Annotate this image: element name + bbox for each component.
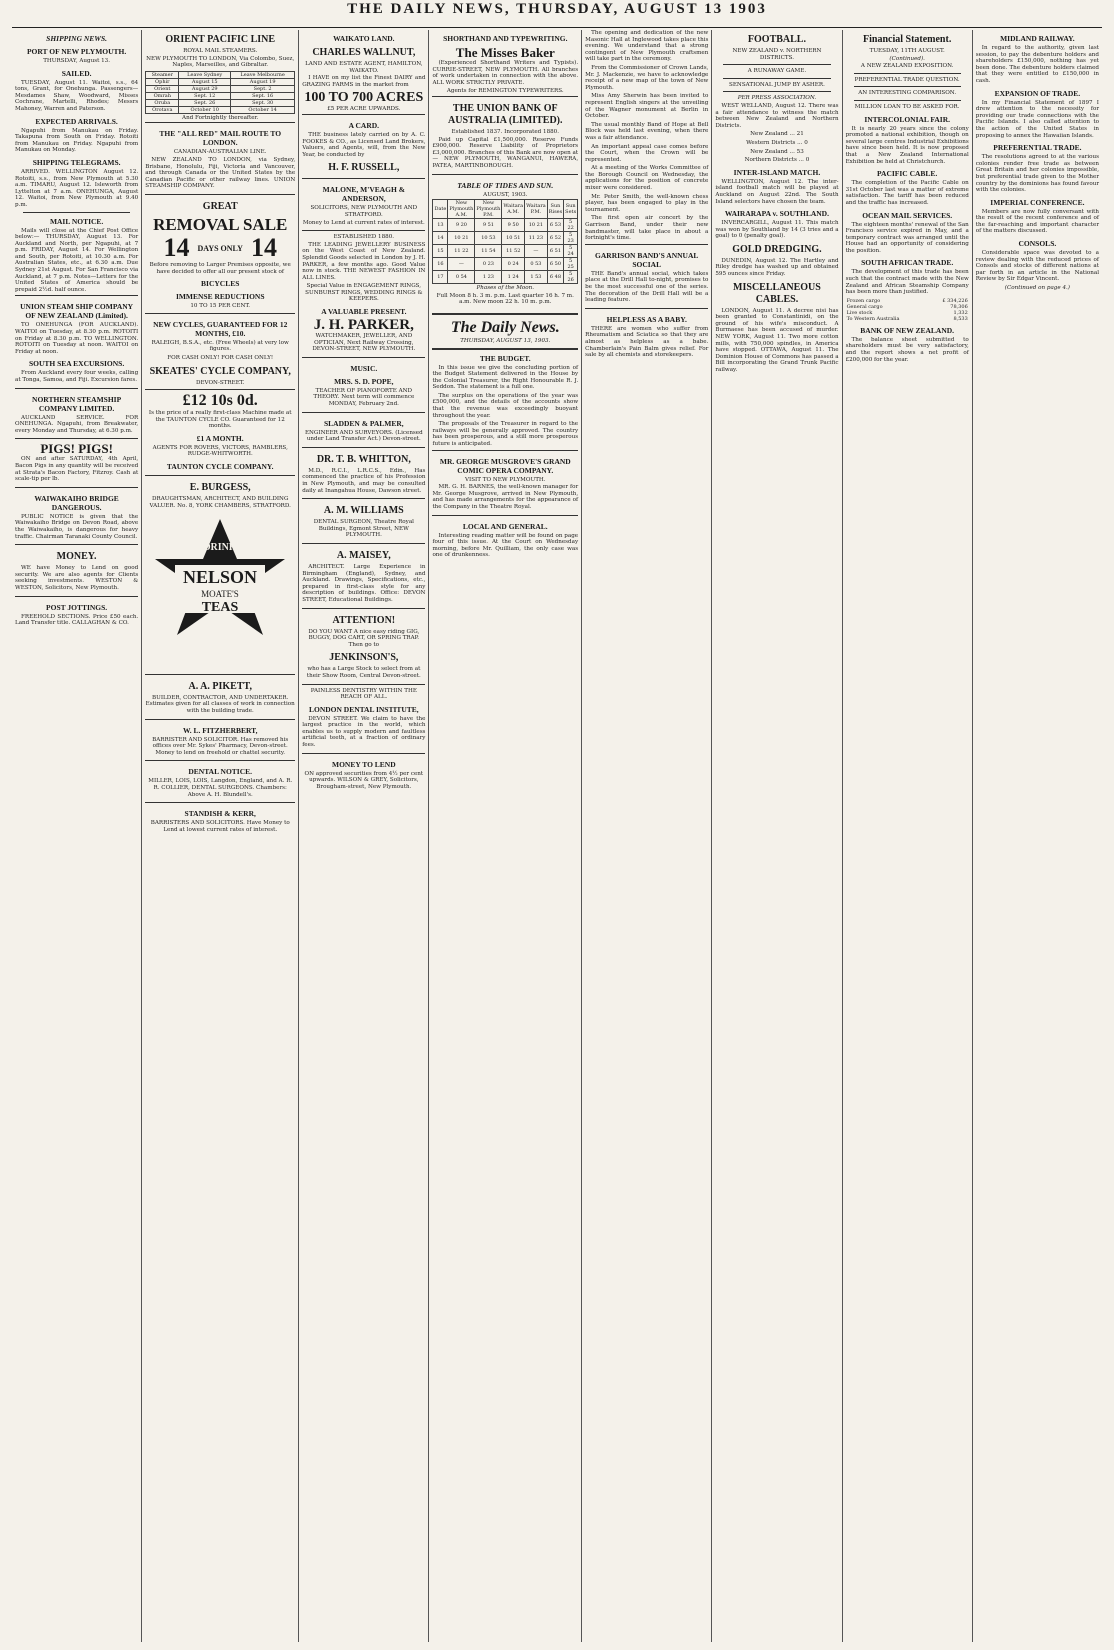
money-text: WE have Money to Lend on good security. We are also agents for Clients seeking investments. WESTON & WESTON, Solicitors, New Plymouth. xyxy=(15,565,139,591)
standish-ad xyxy=(145,802,295,837)
sladden-ad xyxy=(302,412,425,447)
agents-text: AGENTS FOR ROVERS, VICTORS, RAMBLERS, RUDGE-WHITWORTH. xyxy=(152,444,288,458)
maisey-heading: A. MAISEY, xyxy=(336,549,391,561)
parker-sub: WATCHMAKER, JEWELLER, AND OPTICIAN, Next Railway Crossing, DEVON-STREET, NEW PLYMOUTH. xyxy=(312,333,416,353)
pope-ad xyxy=(302,357,425,412)
pope-text: TEACHER OF PIANOFORTE AND THEORY. Next term will commence MONDAY, February 2nd. xyxy=(313,387,415,408)
fitzherbert-heading: W. L. FITZHERBERT, xyxy=(182,725,258,735)
score-line: Western Districts ... 0 xyxy=(746,139,808,146)
baker-heading: The Misses Baker xyxy=(455,45,555,60)
cables-heading: MISCELLANEOUS CABLES. xyxy=(733,281,821,305)
orient-heading: ORIENT PACIFIC LINE xyxy=(165,34,276,45)
continued-text: (Continued). xyxy=(889,55,925,62)
table-row: 17 0 54 1 23 1 24 1 53 6 48 5 26 xyxy=(433,271,578,284)
baker-foot: Agents for REMINGTON TYPEWRITERS. xyxy=(446,88,564,95)
usco-ad xyxy=(15,295,138,387)
ocean-text: The eighteen months' renewal of the San Francisco service expired in May, and a temporary contract was arranged until the House had an opportunity of considering the position. xyxy=(845,221,969,254)
table-row: General cargo 78,306 xyxy=(846,303,968,310)
nss-heading: NORTHERN STEAMSHIP COMPANY LIMITED. xyxy=(32,394,122,413)
gold-text: DUNEDIN, August 12. The Hartley and Riley dredge has washed up and obtained 595 ounces since Friday. xyxy=(715,257,839,278)
mtl-ad xyxy=(302,753,425,795)
column-6 xyxy=(712,30,842,1642)
helpless-ad xyxy=(585,308,708,363)
tides-table: Date New Plymouth A.M. New Plymouth P.M. Waitara A.M. Waitara P.M. Sun Rises Sun Sets 13 9 20 9 51 9 50 10 21 6 53 5 22 14 10 21 10 53 10 51 11 23 6 52 5 23 15 11 22 11 54 11 52 — 6 51 5 24 16 — 0 23 0 24 0 53 6 50 5 25 17 0 54 1 23 1 24 1 53 6 48 5 26 xyxy=(434,200,577,284)
article-paragraph: Mr. Peter Smith, the well-known chess player, has been engaged to play in the tournament. xyxy=(585,193,709,213)
removal-heading: REMOVAL SALE xyxy=(153,214,288,234)
south-africa-heading: SOUTH AFRICAN TRADE. xyxy=(861,258,954,268)
card-heading: A CARD. xyxy=(348,120,380,130)
score-line: New Zealand ... 21 xyxy=(750,131,804,138)
midland-text: In regard to the authority, given last session, to pay the debenture holders and shareholders £150,000, nothing has yet been done. The debenture holders claimed that they were entitled to £150,000 in cash. xyxy=(975,45,1099,84)
special-text: Special Value in ENGAGEMENT RINGS, SUNBURST RINGS, WEDDING RINGS & KEEPERS. xyxy=(305,283,423,303)
column-4 xyxy=(429,30,582,1642)
financial-date: TUESDAY, 11TH AUGUST. xyxy=(869,48,945,54)
waikato-heading: WAIKATO LAND. xyxy=(333,34,395,43)
table-row: 16 — 0 23 0 24 0 53 6 50 5 25 xyxy=(433,258,578,271)
gold-heading: GOLD DREDGING. xyxy=(732,243,822,255)
million-text: MILLION LOAN TO BE ASKED FOR. xyxy=(854,103,960,110)
sailed-text: TUESDAY, August 11. Waitoi, s.s., 64 tons, Grant, for Onehunga. Passengers—Mesdames Shaw, Woodward, Misses Cochrane, Martelli, Rhodes; Messrs Mahoney, Warren and Paterson. xyxy=(15,79,139,112)
days-text: DAYS ONLY xyxy=(197,244,243,254)
masthead-title: THE DAILY NEWS, THURSDAY, AUGUST 13 1903 xyxy=(347,1,767,17)
garrison-ad xyxy=(585,244,708,308)
opera-text: MR. G. H. BARNES, the well-known manager for Mr. George Musgrove, arrived in New Plymouth, and has made arrangements for the appearance of the Company in the Theatre Royal. xyxy=(432,484,579,510)
pigs-text: ON and after SATURDAY, 4th April, Bacon Pigs in any quantity will be received at Strata's Bacon Factory, Fitzroy. Cash at scale-tip per lb. xyxy=(15,456,139,483)
russell-heading: H. F. RUSSELL, xyxy=(328,162,400,174)
daily-news-title: The Daily News. xyxy=(450,318,560,336)
great-text: GREAT xyxy=(202,200,238,212)
article-paragraph: From the Commissioner of Crown Lands, Mr. J. Mackenzie, we have to acknowledge receipt of a new map of the town of New Plymouth. xyxy=(585,64,709,91)
table-row: 14 10 21 10 53 10 51 11 23 6 52 5 23 xyxy=(433,232,578,245)
malone-heading: MALONE, M'VEAGH & ANDERSON, xyxy=(322,185,405,204)
expected-heading: EXPECTED ARRIVALS. xyxy=(35,116,118,126)
allred-heading: THE "ALL RED" MAIL ROUTE TO LONDON. xyxy=(159,129,282,148)
table-row: Orient August 29 Sept. 2 xyxy=(146,85,295,92)
established-text: ESTABLISHED 1880. xyxy=(333,234,395,241)
preferential-text: PREFERENTIAL TRADE QUESTION. xyxy=(854,76,960,83)
table-row: 15 11 22 11 54 11 52 — 6 51 5 24 xyxy=(433,245,578,258)
burgess-heading: E. BURGESS, xyxy=(189,482,251,494)
walnut-heading: CHARLES WALLNUT, xyxy=(312,47,416,58)
fair-text: It is nearly 20 years since the colony promoted a national exhibition, though on several large centres Industrial Exhibitions have since been held. It is now proposed that a New Zealand International Exhibition be held at Christchurch. xyxy=(845,125,969,165)
month-text: £1 A MONTH. xyxy=(196,433,244,443)
tides-block xyxy=(432,174,578,310)
skeates-street: DEVON-STREET. xyxy=(195,379,245,386)
sladden-text: ENGINEER AND SURVEYORS. (Licensed under Land Transfer Act.) Devon-street. xyxy=(304,429,423,443)
pikett-text: BUILDER, CONTRACTOR, AND UNDERTAKER. Estimates given for all classes of work in connection with the building trade. xyxy=(145,694,295,715)
expansion-text: In my Financial Statement of 1897 I drew attention to the necessity for providing our trade connections with the Pacific Islands. I also called attention to the action of the United States in proposing to annex the Hawaiian Islands. xyxy=(975,99,1099,139)
cables-text: LONDON, August 11. A decree nisi has been granted to Constantinidi, on the ground of his wife's misconduct. A Burmaese has been accused of murder. NEW YORK, August 11. Two more cotton mills, with 750,000 spindles, in America have stopped. OTTAWA, August 11. The Dominion House of Commons has passed a Bill incorporating the Grand Trunk Pacific railway. xyxy=(715,307,839,373)
usco-heading: UNION STEAM SHIP COMPANY OF NEW ZEALAND (Limited). xyxy=(20,302,134,321)
fitzherbert-ad xyxy=(145,719,295,761)
whitton-text: M.D., R.C.I., L.R.C.S., Edin., Has commenced the practice of his Profession in New Plymouth, and may be consulted daily at Inangahua House, Dawson street. xyxy=(302,467,426,494)
consols-heading: CONSOLS. xyxy=(1018,239,1057,249)
exposition-text: A NEW ZEALAND EXPOSITION. xyxy=(860,63,954,70)
standish-text: BARRISTERS AND SOLICITORS. Have Money to Lend at lowest current rates of interest. xyxy=(150,820,290,833)
maisey-ad xyxy=(302,543,425,608)
jenkinson-heading: JENKINSON'S, xyxy=(329,652,399,664)
telegrams-heading: SHIPPING TELEGRAMS. xyxy=(32,157,121,167)
score-line: New Zealand ... 53 xyxy=(750,148,804,155)
reductions-text: 10 TO 15 PER CENT. xyxy=(190,303,251,310)
telegrams-text: ARRIVED. WELLINGTON August 12. Rotoiti, s.s., from New Plymouth at 5.30 a.m. TIMARU, August 12. Isleworth from Lyttelton at 7 a.m. ONEHUNGA, August 12. Waitoi, from New Plymouth at 9.40 p.m. xyxy=(15,168,139,208)
standish-heading: STANDISH & KERR, xyxy=(184,809,256,819)
moon-text: Full Moon 8 h. 3 m. p.m. Last quarter 16 h. 7 m. a.m. New moon 22 h. 10 m. p.m. xyxy=(436,292,574,306)
bicycles-text: BICYCLES xyxy=(201,279,240,289)
table-row: Oruba Sept. 26 Sept. 30 xyxy=(146,99,295,106)
game-text: WEST WELLAND, August 12. There was a fair attendance to witness the match between New Zealand and Northern Districts. xyxy=(715,102,839,129)
bridge-heading: WAIWAKAIHO BRIDGE DANGEROUS. xyxy=(34,493,119,512)
inter-island-text: WELLINGTON, August 12. The inter-island football match will be played at Auckland on August 22nd. The South Island selectors have chosen the team. xyxy=(715,178,839,205)
union-bank-established: Established 1837. Incorporated 1880. xyxy=(451,128,560,135)
pikett-ad xyxy=(145,674,295,719)
price-heading: £12 10s 0d. xyxy=(182,392,258,410)
budget-paragraph: The surplus on the operations of the year was £500,000, and the details of the accounts show that the revenue was exceedingly buoyant throughout the year. xyxy=(432,392,579,419)
excursion-heading: SOUTH SEA EXCURSIONS. xyxy=(28,359,125,369)
star-icon xyxy=(145,517,295,667)
bridge-ad xyxy=(15,487,138,544)
days-number: 14 xyxy=(163,232,190,262)
press-association: PER PRESS ASSOCIATION. xyxy=(737,95,817,102)
mtl-text: ON approved securities from 4½ per cent upwards. WILSON & GREY, Solicitors, Brougham-street, New Plymouth. xyxy=(304,770,424,790)
garrison-text: THE Band's annual social, which takes place at the Drill Hall to-night, promises to be the most successful one of the series. The decoration of the Drill Hall will be a leading feature. xyxy=(585,270,709,304)
score-line: Northern Districts ... 0 xyxy=(744,157,810,164)
pikett-heading: A. A. PIKETT, xyxy=(188,680,252,692)
cycles-ad xyxy=(145,313,295,389)
ldi-text: DEVON STREET. We claim to have the largest practice in the world, which enables us to supply modern and faultless artificial teeth, at a fraction of ordinary fees. xyxy=(302,715,426,749)
garrison-heading: GARRISON BAND'S ANNUAL SOCIAL xyxy=(595,250,699,269)
pref-trade-heading: PREFERENTIAL TRADE. xyxy=(993,143,1082,153)
dental-notice-heading: DENTAL NOTICE. xyxy=(188,767,253,777)
article-paragraph: At a meeting of the Works Committee of the Borough Council on Wednesday, the applications for the position of concrete mixer were considered. xyxy=(585,165,709,192)
shorthand-heading: SHORTHAND AND TYPEWRITING. xyxy=(443,34,568,43)
ldi-ad xyxy=(302,684,425,753)
nelson-word-4: TEAS xyxy=(201,600,239,616)
nelson-tea-ad xyxy=(145,517,295,670)
union-bank-text: Paid up Capital £1,500,000. Reserve Funds £900,000. Reserve Liability of Proprietors £3,000,000. Branches of this Bank are now open at— NEW PLYMOUTH, WANGANUI, HAWERA, PATEA, MARTINBOROUGH. xyxy=(432,136,579,169)
local-text: Interesting reading matter will be found on page four of this issue. At the Court on Wednesday morning, before Mr. Quilliam, the only case was one of drunkenness. xyxy=(432,532,579,559)
article-paragraph: The first open air concert by the Garrison Band, under their new bandmaster, will take place in about a fortnight's time. xyxy=(585,215,709,242)
comparison-text: AN INTERESTING COMPARISON. xyxy=(858,90,957,97)
ocean-heading: OCEAN MAIL SERVICES. xyxy=(862,210,953,220)
table-row: To Western Australia 8,533 xyxy=(846,315,968,322)
moon-heading: Phases of the Moon. xyxy=(476,285,535,292)
runaway-text: A RUNAWAY GAME. xyxy=(747,68,807,75)
table-row: 13 9 20 9 51 9 50 10 21 6 53 5 22 xyxy=(433,219,578,232)
local-general xyxy=(432,515,578,563)
mail-text: Mails will close at the Chief Post Office below:— THURSDAY, August 13. For Auckland and North, per Ngapuhi, at 7 p.m. FRIDAY, August 14. For Wellington and South, per Rotoiti, at 10.30 a.m. For Australian States, etc., at 6.30 a.m. Due Sydney 21st August. For San Francisco via Auckland, at 7 p.m. Notes—Letters for the United States of America should be prepaid 2½d. half ounce. xyxy=(15,227,139,293)
maisey-text: ARCHITECT. Large Experience in Birmingham (England), Sydney, and Auckland. Drawings, Specifications, etc., prepared in first-class style for any description of buildings. Office: DEVON STREET, Educational Buildings. xyxy=(302,563,426,603)
port-heading: PORT OF NEW PLYMOUTH. xyxy=(26,47,127,56)
attention-text: DO YOU WANT A nice easy riding GIG, BUGGY, DOG CART, OR SPRING TRAP. Then go to xyxy=(308,628,420,648)
article-paragraph: The opening and dedication of the new Masonic Hall at Inglewood takes place this evening. We understand that a strong contingent of New Plymouth craftsmen will take part in the ceremony. xyxy=(585,30,709,63)
local-heading: LOCAL AND GENERAL. xyxy=(462,521,548,531)
parker-heading: J. H. PARKER, xyxy=(313,317,414,334)
wairarapa-text: INVERCARGILL, August 11. This match was won by Southland by 14 (3 tries and a goal) to 0 (penalty goal). xyxy=(715,220,839,240)
taunton-heading: TAUNTON CYCLE COMPANY. xyxy=(166,462,274,472)
dental-notice-ad xyxy=(145,760,295,802)
expansion-heading: EXPANSION OF TRADE. xyxy=(994,88,1081,98)
burgess-text: DRAUGHTSMAN, ARCHITECT, AND BUILDING VALUER. No. 8, YORK CHAMBERS, STRATFORD. xyxy=(149,496,291,509)
nss-text: AUCKLAND SERVICE. FOR ONEHUNGA. Ngapuhi, from Breakwater, every Monday and Thursday, at 6.30 p.m. xyxy=(15,414,139,434)
article-paragraph: An important appeal case comes before the Court, when the Crown will be represented. xyxy=(585,143,709,163)
orient-table: Steamer Leave Sydney Leave Melbourne Ophir August 15 August 19 Orient August 29 Sept. 2 Omrah Sept. 12 Sept. 16 Oruba Sept. 26 Sept. 30 Orotava October 10 October 14 xyxy=(145,71,295,114)
removal-sale-ad xyxy=(145,194,295,313)
bnz-text: The balance sheet submitted to shareholders must be very satisfactory, and the report shows a net profit of £200,000 for the year. xyxy=(845,336,969,363)
column-5 xyxy=(582,30,712,1642)
sailed-heading: SAILED. xyxy=(61,68,92,78)
williams-heading: A. M. WILLIAMS xyxy=(323,505,404,517)
column-7 xyxy=(843,30,973,1642)
nelson-word-1: DRINK xyxy=(203,542,237,554)
columns xyxy=(12,30,1102,1642)
jewellery-text: THE LEADING JEWELLERY BUSINESS on the West Coast of New Zealand. Splendid Goods selected in London by J. H. PARKER, a few months ago. Good Value now in stock. THE NEWEST FASHION IN ALL LINES. xyxy=(302,241,426,281)
money-heading: MONEY. xyxy=(56,551,97,563)
pref-trade-text: The resolutions agreed to at the various colonies render free trade as between Great Britain and her colonies impossible, but preferential trade given to the Mother country by the dominions has found favour with the colonies. xyxy=(975,154,1099,194)
jenkinson-text: who has a Large Stock to select from at their Show Room, Central Devon-street. xyxy=(306,666,421,679)
money-ad xyxy=(15,544,138,595)
south-africa-text: The development of this trade has been such that the contract made with the New Zealand and African Steamship Company has been more than justified. xyxy=(845,269,969,296)
pigs-heading: PIGS! PIGS! xyxy=(40,441,113,457)
daily-news-date: THURSDAY, AUGUST 13, 1903. xyxy=(460,337,551,344)
union-bank-ad xyxy=(432,96,578,174)
helpless-heading: HELPLESS AS A BABY. xyxy=(606,314,687,324)
jenkinson-ad xyxy=(302,608,425,684)
table-row: Ophir August 15 August 19 xyxy=(146,78,295,85)
acres-heading: 100 TO 700 ACRES xyxy=(304,90,424,106)
column-2 xyxy=(142,30,299,1642)
raleigh-text: RALEIGH, B.S.A., etc. (Free Wheels) at very low figures. xyxy=(151,339,289,353)
shipping-news-heading: SHIPPING NEWS. xyxy=(46,34,108,43)
freehold-ad xyxy=(15,596,138,631)
exports-table xyxy=(846,298,969,322)
whitton-heading: DR. T. B. WHITTON, xyxy=(316,453,411,465)
cash-text: FOR CASH ONLY! FOR CASH ONLY! xyxy=(167,354,274,361)
article-paragraph: The usual monthly Band of Hope at Bell Block was held last evening, when there was a fair attendance. xyxy=(585,121,709,141)
fair-heading: INTERCOLONIAL FAIR. xyxy=(864,114,951,124)
orient-text: NEW PLYMOUTH TO LONDON, Via Colombo, Suez, Naples, Marseilles, and Gibraltar. xyxy=(146,55,295,69)
parker-ad xyxy=(302,230,425,357)
acres-sub: £5 PER ACRE UPWARDS. xyxy=(327,106,401,113)
union-bank-heading: THE UNION BANK OF AUSTRALIA (LIMITED). xyxy=(448,102,563,126)
dental-notice-text: MILLER, LOIS, LOIS, Langdon, England, and A. R. R. COLLIER, DENTAL SURGEONS. Chambers: Above A. H. Blundell's. xyxy=(148,778,293,798)
mail-heading: MAIL NOTICE. xyxy=(49,216,104,226)
walnut-text: I HAVE on my list the Finest DAIRY and GRAZING FARMS in the market from xyxy=(302,75,426,88)
price-text: Is the price of a really first-class Machine made at the TAUNTON CYCLE CO. Guaranteed for 12 months. xyxy=(148,410,292,430)
sensational-text: SENSATIONAL JUMP BY ASHER. xyxy=(729,81,825,88)
card-text: THE business lately carried on by A. C. FOOKES & CO., as Licensed Land Brokers, Valuers, and Agents, will, from the New Year, be conducted by xyxy=(302,131,426,158)
consols-text: Considerable space was devoted to a review dealing with the reduced prices of Consols and stocks of different nations at par forth in an article in the National Review by Sir Edgar Vincent. xyxy=(975,250,1099,283)
opera-heading: MR. GEORGE MUSGROVE'S GRAND COMIC OPERA COMPANY. xyxy=(439,456,571,475)
sale-text: Before removing to Larger Premises opposite, we have decided to offer all our present stock of xyxy=(149,261,291,275)
days-number: 14 xyxy=(250,232,277,262)
bridge-text: PUBLIC NOTICE is given that the Waiwakaiho Bridge on Devon Road, above the Waiwakaiho, is dangerous for heavy traffic. Chairman Taranaki County Council. xyxy=(15,513,139,540)
imperial-text: Members are now fully conversant with the result of the recent conference and of the far-reaching and important character of the matters discussed. xyxy=(975,208,1099,235)
pope-heading: MRS. S. D. POPE, xyxy=(334,376,394,386)
article-paragraph: Miss Amy Sherwin has been invited to represent English singers at the unveiling of the Wagner monument at Berlin in October. xyxy=(585,93,709,120)
pigs-ad xyxy=(15,438,138,486)
allred-sub: CANADIAN-AUSTRALIAN LINE. xyxy=(173,149,267,156)
bnz-heading: BANK OF NEW ZEALAND. xyxy=(860,325,955,335)
cycles-heading: NEW CYCLES, GUARANTEED FOR 12 MONTHS, £10. xyxy=(153,319,288,338)
nelson-word-3: MOATE'S xyxy=(201,589,240,600)
masthead xyxy=(12,1,1102,28)
allred-ad xyxy=(145,122,295,194)
column-3 xyxy=(299,30,429,1642)
skeates-heading: SKEATES' CYCLE COMPANY, xyxy=(149,365,291,377)
present-heading: A VALUABLE PRESENT. xyxy=(321,307,407,317)
nelson-word-2: NELSON xyxy=(183,567,258,588)
nss-ad xyxy=(15,388,138,439)
helpless-text: THERE are women who suffer from Rheumatism and Sciatica so that they are almost as helpless as a babe. Chamberlain's Pain Balm gives relief. For sale by all chemists and storekeepers. xyxy=(585,325,709,359)
walnut-sub: LAND AND ESTATE AGENT, HAMILTON, WAIKATO. xyxy=(305,61,423,74)
excursion-text: From Auckland every four weeks, calling at Tonga, Samoa, and Fiji. Excursion fares. xyxy=(15,370,139,383)
tides-month: AUGUST, 1903. xyxy=(483,191,528,198)
budget-paragraph: The proposals of the Treasurer in regard to the railways will be generally approved. The country has been prosperous, and a still more prosperous future is anticipated. xyxy=(432,421,579,448)
financial-heading: Financial Statement. xyxy=(863,34,952,45)
midland-heading: MIDLAND RAILWAY. xyxy=(1000,34,1075,43)
williams-text: DENTAL SURGEON, Theatre Royal Buildings, Egmont Street, NEW PLYMOUTH. xyxy=(313,519,414,539)
budget-heading: THE BUDGET. xyxy=(479,353,531,363)
freehold-text: FREEHOLD SECTIONS. Price £50 each. Land Transfer title. CALLAGHAN & CO. xyxy=(15,613,139,627)
russell-ad xyxy=(302,114,425,178)
cable-text: The completion of the Pacific Cable on 31st October last was a matter of extreme satisfaction. The tariff has been reduced and the traffic has increased. xyxy=(845,180,969,206)
freehold-heading: POST JOTTINGS. xyxy=(46,602,108,612)
taunton-ad xyxy=(145,389,295,475)
malone-ad xyxy=(302,178,425,230)
tides-heading: TABLE OF TIDES AND SUN. xyxy=(457,180,554,190)
table-row: Omrah Sept. 12 Sept. 16 xyxy=(146,92,295,99)
orient-foot: And Fortnightly thereafter. xyxy=(182,114,259,121)
painless-text: PAINLESS DENTISTRY WITHIN THE REACH OF ALL. xyxy=(310,687,417,701)
allred-text: NEW ZEALAND TO LONDON, via Sydney, Brisbane, Honolulu, Fiji, Victoria and Vancouver, and through Canada or the United States by the Canadian Pacific or other railway lines. UNION STEAMSHIP COMPANY. xyxy=(145,156,296,190)
usco-text: TO ONEHUNGA (FOR AUCKLAND). WAITOI on Tuesday, at 8.30 p.m. ROTOITI on Friday at 8.30 p.m. TO WELLINGTON. ROTOITI on Tuesday at noon. WAITOI on Friday at noon. xyxy=(15,322,139,355)
opera-ad xyxy=(432,450,578,515)
inter-island-heading: INTER-ISLAND MATCH. xyxy=(733,167,821,177)
burgess-ad xyxy=(145,475,295,513)
ldi-heading: LONDON DENTAL INSTITUTE, xyxy=(308,704,419,714)
wairarapa-heading: WAIRARAPA v. SOUTHLAND. xyxy=(724,209,829,219)
table-row: Frozen cargo £ 334,226 xyxy=(846,297,968,304)
baker-text: (Experienced Shorthand Writers and Typists). CURRIE-STREET, NEW PLYMOUTH. All branches of work undertaken in connection with the above. ALL WORK STRICTLY PRIVATE. xyxy=(432,60,579,86)
attention-heading: ATTENTION! xyxy=(332,614,396,626)
malone-sub: SOLICITORS, NEW PLYMOUTH AND STRATFORD. xyxy=(310,205,418,218)
whitton-ad xyxy=(302,447,425,498)
table-row: Live stock 1,332 xyxy=(846,309,968,316)
expected-text: Ngapuhi from Manukau on Friday. Takapuna from South on Friday. Rotoiti from Manukau on Friday. Ngapuhi from Manukau on Monday. xyxy=(15,127,139,154)
orient-sub: ROYAL MAIL STEAMERS. xyxy=(183,48,258,54)
football-heading: FOOTBALL. xyxy=(747,34,806,45)
mtl-heading: MONEY TO LEND xyxy=(332,759,396,769)
sladden-heading: SLADDEN & PALMER, xyxy=(324,418,404,428)
malone-text: Money to Lend at current rates of interest. xyxy=(302,219,425,226)
column-1 xyxy=(12,30,142,1642)
cable-heading: PACIFIC CABLE. xyxy=(877,169,938,179)
imperial-heading: IMPERIAL CONFERENCE. xyxy=(990,197,1085,207)
budget-paragraph: In this issue we give the concluding portion of the Budget Statement delivered in the House by the Colonial Treasurer, the Right Honourable R. J. Seddon. The statement is a full one. xyxy=(432,364,579,391)
immense-text: IMMENSE REDUCTIONS xyxy=(175,292,265,302)
williams-ad xyxy=(302,498,425,543)
football-sub: NEW ZEALAND v. NORTHERN DISTRICTS. xyxy=(732,48,822,61)
fitzherbert-text: BARRISTER AND SOLICITOR. Has removed his offices over Mr. Sykes' Pharmacy, Devon-street. Money to lend on freehold or chattel security. xyxy=(152,736,289,756)
music-heading: MUSIC. xyxy=(350,363,378,373)
column-8 xyxy=(973,30,1102,1642)
continued-on-page: (Continued on page 4.) xyxy=(1004,285,1070,292)
table-row: Orotava October 10 October 14 xyxy=(146,106,295,113)
shipping-date: THURSDAY, August 13. xyxy=(43,58,111,64)
opera-sub: VISIT TO NEW PLYMOUTH. xyxy=(464,476,546,483)
